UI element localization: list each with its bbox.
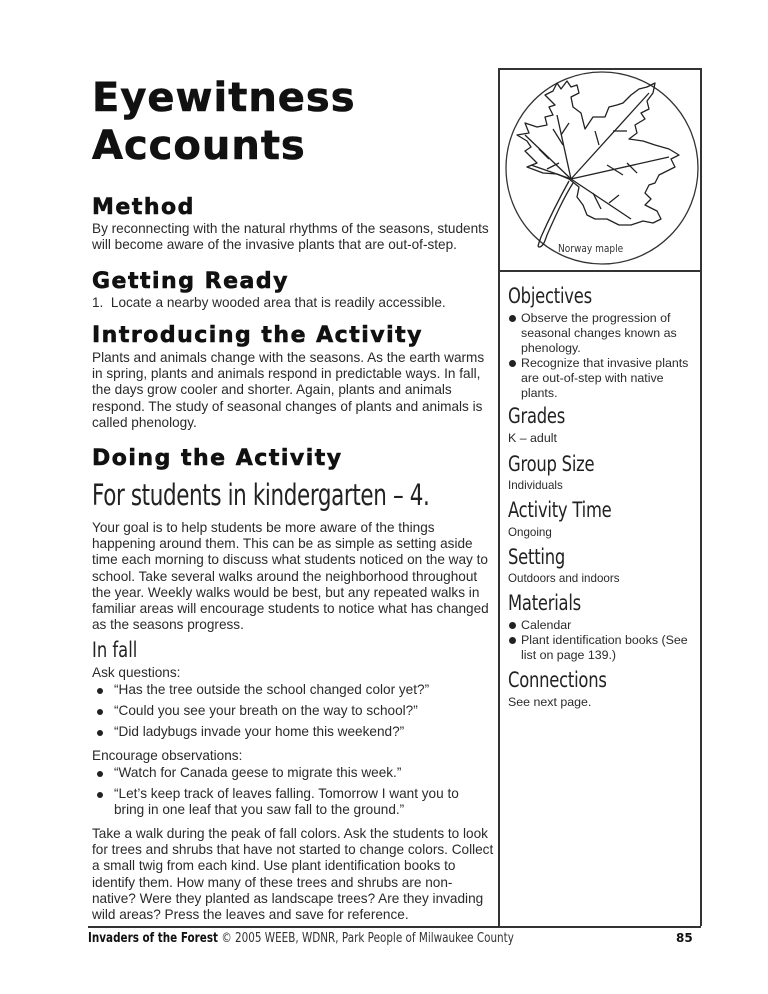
image-box-divider xyxy=(498,270,701,272)
question-item: “Could you see your breath on the way to school?” xyxy=(92,703,494,719)
footer-credit xyxy=(88,931,514,947)
introducing-heading: Introducing the Activity xyxy=(92,323,424,348)
page-number: 85 xyxy=(676,931,693,945)
activity-time-heading: Activity Time xyxy=(508,498,612,522)
introducing-text: Plants and animals change with the seasons. As the earth warms in spring, plants and animals respond in predictable ways. In fall, the days grow cooler and shorter. Again, plants and animals respond. The study of seasonal changes of plants and animals is called phenology. xyxy=(92,350,485,430)
materials-list xyxy=(508,618,696,663)
objectives-heading: Objectives xyxy=(508,284,592,308)
setting-value: Outdoors and indoors xyxy=(508,572,620,585)
material-item: Calendar xyxy=(508,618,696,633)
question-item: “Did ladybugs invade your home this weekend?” xyxy=(92,724,494,740)
norway-maple-leaf-illustration xyxy=(499,69,700,270)
observations-list xyxy=(92,765,494,824)
questions-list xyxy=(92,682,494,746)
getting-ready-heading: Getting Ready xyxy=(92,269,289,294)
method-heading: Method xyxy=(92,195,195,220)
grades-value: K – adult xyxy=(508,431,557,445)
footer-rule xyxy=(88,926,701,928)
objective-item: Recognize that invasive plants are out-of-step with native plants. xyxy=(508,356,696,401)
connections-value: See next page. xyxy=(508,695,592,709)
doing-heading: Doing the Activity xyxy=(92,446,343,471)
doing-subheading: For students in kindergarten – 4. xyxy=(92,478,430,512)
material-item: Plant identification books (See list on page 139.) xyxy=(508,633,696,663)
objective-item: Observe the progression of seasonal changes known as phenology. xyxy=(508,311,696,356)
footer-book-title: Invaders of the Forest xyxy=(88,931,219,946)
grades-heading: Grades xyxy=(508,404,566,428)
observation-item: “Let’s keep track of leaves falling. Tomorrow I want you to bring in one leaf that you saw fall to the ground.” xyxy=(92,786,494,818)
page-title xyxy=(92,74,356,170)
image-caption: Norway maple xyxy=(558,243,624,256)
observation-item: “Watch for Canada geese to migrate this week.” xyxy=(92,765,494,781)
question-item: “Has the tree outside the school changed color yet?” xyxy=(92,682,494,698)
title-line-2: Accounts xyxy=(92,123,306,169)
group-size-value: Individuals xyxy=(508,479,563,492)
activity-time-value: Ongoing xyxy=(508,526,552,539)
group-size-heading: Group Size xyxy=(508,452,595,476)
sidebar-border-right xyxy=(700,68,702,926)
method-text: By reconnecting with the natural rhythms of the seasons, students will become aware of the invasive plants that are out-of-step. xyxy=(92,221,489,253)
in-fall-heading: In fall xyxy=(92,638,138,662)
ask-questions-label: Ask questions: xyxy=(92,665,181,680)
doing-intro-text: Your goal is to help students be more aware of the things happening around them. This can be as simple as setting aside time each morning to discuss what students noticed on the way to school. Take several walks around the neighborhood throughout the year. Weekly walks would be best, but any repeated walks in familiar areas will encourage students to notice what has changed as the seasons progress. xyxy=(92,520,489,633)
footer-copyright: © 2005 WEEB, WDNR, Park People of Milwaukee County xyxy=(218,931,514,946)
fall-walk-text: Take a walk during the peak of fall colors. Ask the students to look for trees and shrubs that have not started to change colors. Collect a small twig from each kind. Use plant identification books to identify them. How many of these trees and shrubs are non-native? Were they planted as landscape trees? Are they invading wild areas? Press the leaves and save for reference. xyxy=(92,826,494,923)
title-line-1: Eyewitness xyxy=(92,75,356,121)
encourage-observations-label: Encourage observations: xyxy=(92,748,243,763)
connections-heading: Connections xyxy=(508,668,607,692)
materials-heading: Materials xyxy=(508,591,581,615)
objectives-list xyxy=(508,311,696,401)
getting-ready-step-1: 1. Locate a nearby wooded area that is readily accessible. xyxy=(92,295,446,310)
setting-heading: Setting xyxy=(508,545,566,569)
